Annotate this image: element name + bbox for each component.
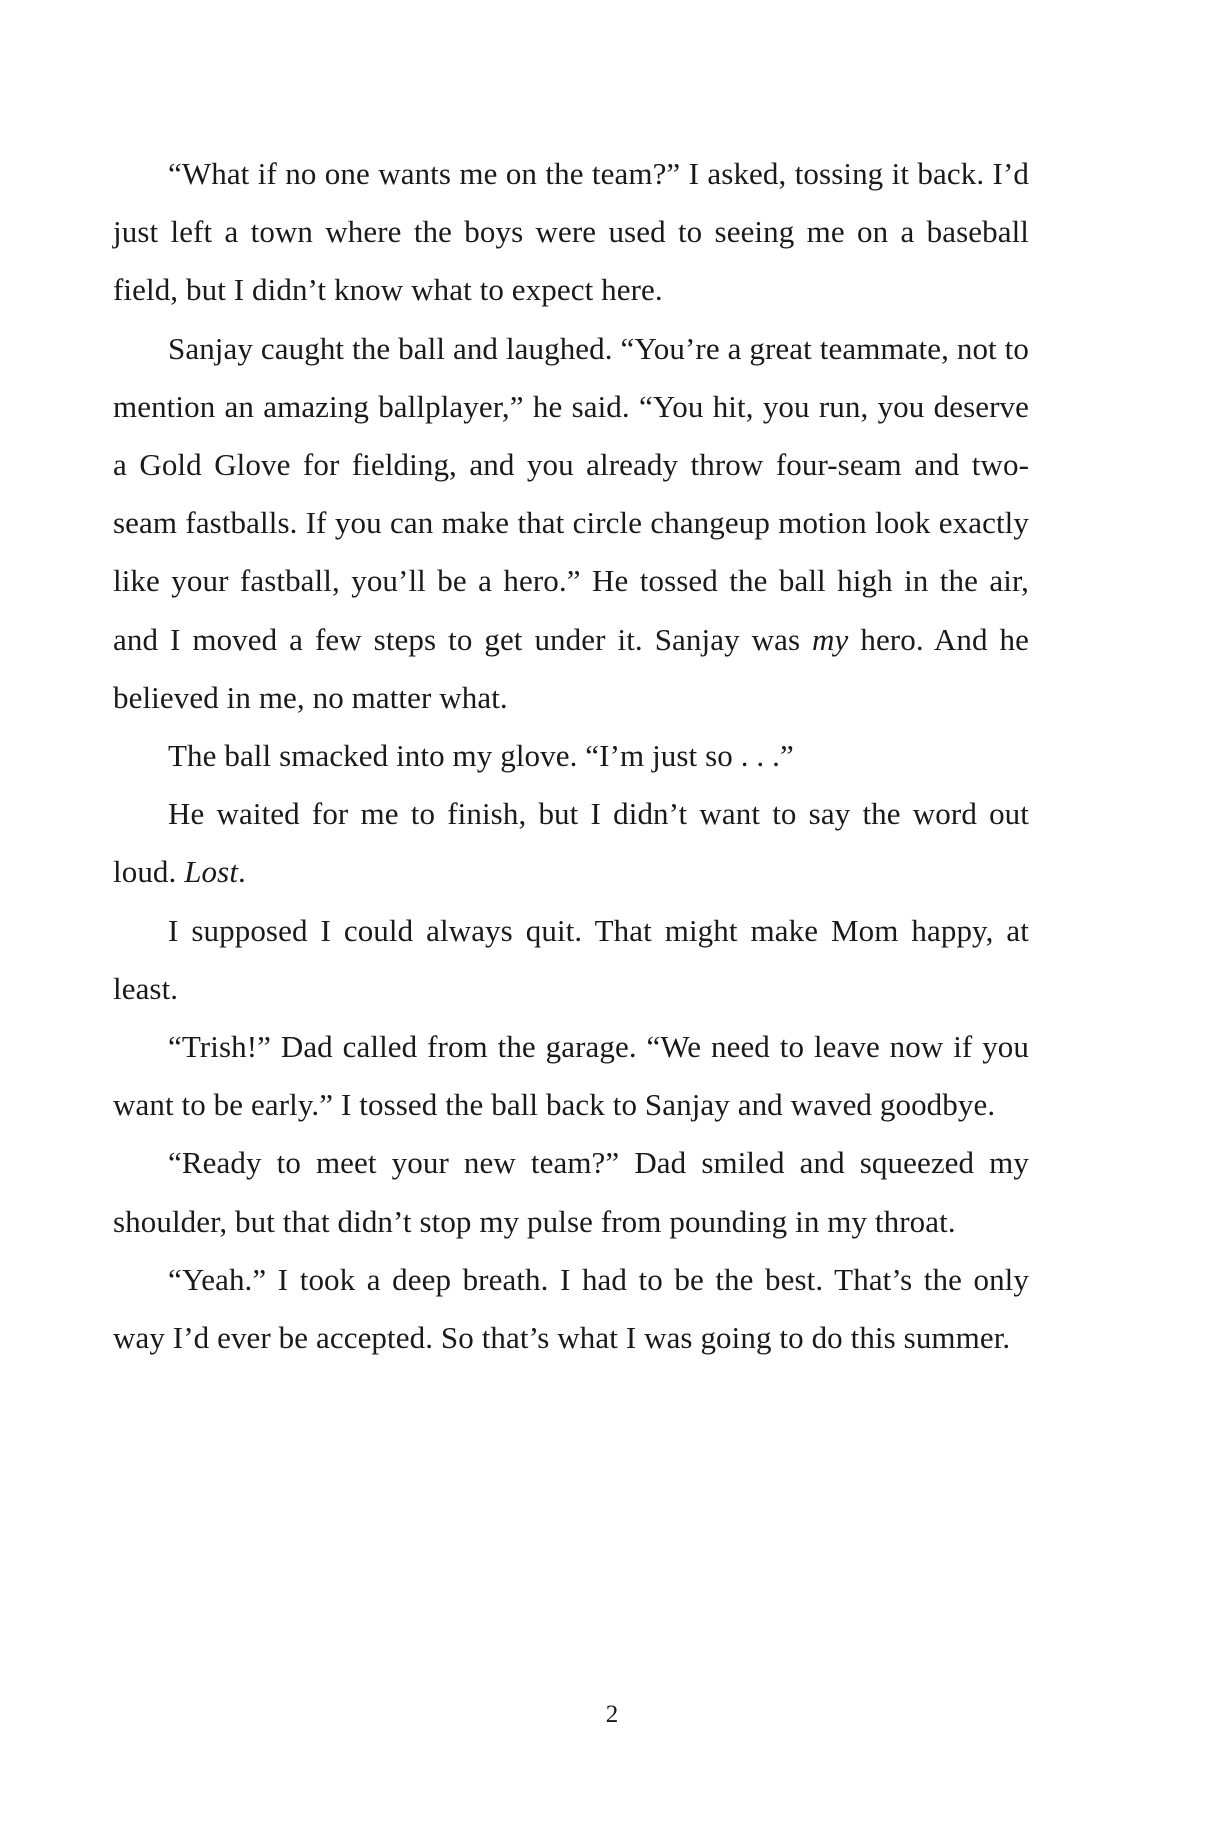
paragraph <box>113 1251 1029 1367</box>
page-number: 2 <box>605 1701 619 1728</box>
paragraph-text: I supposed I could always quit. That might make Mom happy, at least. <box>113 912 1029 1006</box>
paragraph-text: “What if no one wants me on the team?” I asked, tossing it back. I’d just left a town where the boys were used to seeing me on a baseball field, but I didn’t know what to expect here. <box>113 156 1029 308</box>
paragraph-text: . <box>238 854 246 890</box>
paragraph <box>113 320 1029 727</box>
paragraph-text: Sanjay caught the ball and laughed. “You’re a great teammate, not to mention an amazing ballplayer,” he said. “You hit, you run, you deserve a Gold Glove for fielding, and you already throw four-seam and two-seam fastballs. If you can make that circle changeup motion look exactly like your fastball, you’ll be a hero.” He tossed the ball high in the air, and I moved a few steps to get under it. Sanjay was <box>113 330 1029 657</box>
paragraph <box>113 785 1029 901</box>
paragraph <box>113 1134 1029 1250</box>
emphasis-text: Lost <box>184 854 239 890</box>
page-body <box>113 145 1029 1367</box>
paragraph-text: “Trish!” Dad called from the garage. “We need to leave now if you want to be early.” I tossed the ball back to Sanjay and waved goodbye. <box>113 1029 1029 1123</box>
paragraph-text: The ball smacked into my glove. “I’m just so . . .” <box>168 738 794 774</box>
paragraph <box>113 1018 1029 1134</box>
paragraph-text: He waited for me to finish, but I didn’t want to say the word out loud. <box>113 796 1029 890</box>
paragraph-text: hero. And he believed in me, no matter what. <box>113 621 1029 715</box>
paragraph <box>113 145 1029 320</box>
paragraph-text: “Yeah.” I took a deep breath. I had to be the best. That’s the only way I’d ever be accepted. So that’s what I was going to do this summer. <box>113 1261 1029 1356</box>
emphasis-text: my <box>812 621 849 657</box>
paragraph <box>113 902 1029 1018</box>
paragraph-text: “Ready to meet your new team?” Dad smiled and squeezed my shoulder, but that didn’t stop my pulse from pounding in my throat. <box>113 1145 1029 1239</box>
paragraph <box>113 727 1029 785</box>
